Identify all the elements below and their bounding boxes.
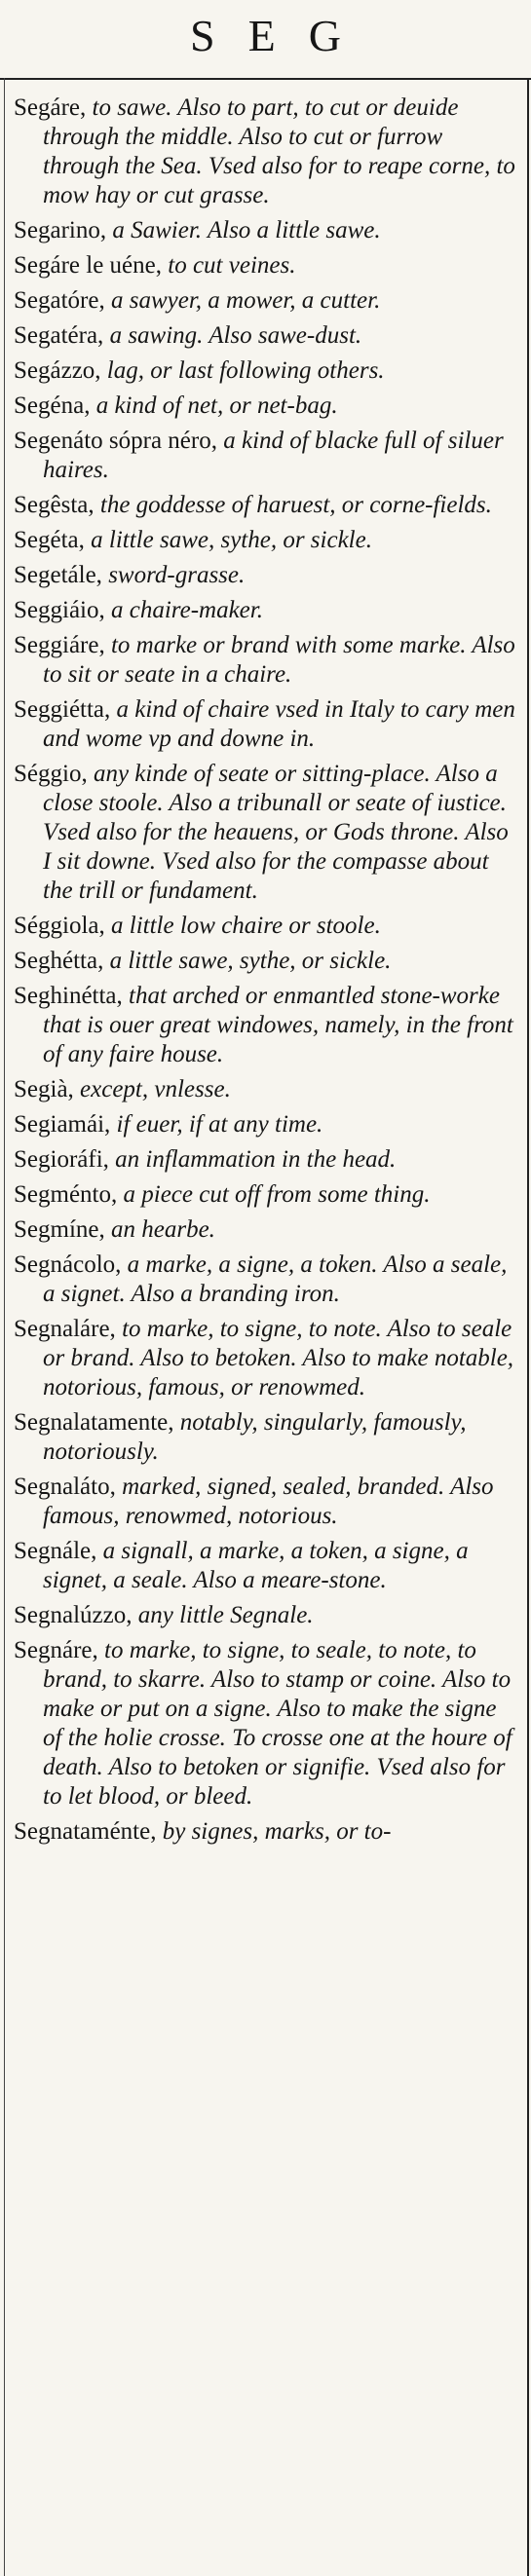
dictionary-entry [14, 1636, 520, 1811]
entry-headword: Segioráfi, [14, 1146, 109, 1173]
entry-definition: a little sawe, sythe, or sickle. [103, 948, 392, 974]
entry-headword: Segnalúzzo, [14, 1602, 133, 1628]
dictionary-entry [14, 1215, 520, 1245]
entry-headword: Segiamái, [14, 1111, 111, 1138]
entry-headword: Segáre le uéne, [14, 252, 163, 279]
entry-headword: Segarino, [14, 217, 107, 243]
entry-definition: a little low chaire or stoole. [104, 913, 381, 939]
dictionary-entry [14, 912, 520, 941]
dictionary-entry [14, 596, 520, 625]
entry-list [14, 93, 520, 1852]
dictionary-entry [14, 526, 520, 555]
entry-headword: Segnataménte, [14, 1818, 157, 1845]
entry-definition: notably, singularly, famously, notoriously. [43, 1409, 467, 1465]
entry-definition: to sawe. Also to part, to cut or deuide through the middle. Also to cut or furrow through the Sea. Vsed also for to reape corne, to mow hay or cut grasse. [43, 94, 515, 208]
entry-definition: if euer, if at any time. [110, 1111, 323, 1138]
dictionary-entry [14, 286, 520, 316]
dictionary-entry [14, 1145, 520, 1175]
entry-definition: to cut veines. [162, 252, 296, 279]
entry-headword: Segnáre, [14, 1637, 98, 1663]
entry-definition: except, vnlesse. [73, 1076, 231, 1102]
entry-headword: Segnaláto, [14, 1474, 116, 1500]
entry-headword: Seggiáre, [14, 632, 105, 658]
entry-definition: a Sawier. Also a little sawe. [106, 217, 381, 243]
entry-headword: Segéta, [14, 527, 85, 553]
entry-definition: to marke, to signe, to seale, to note, to brand, to skarre. Also to stamp or coine. Also to make or put on a signe. Also to make the signe of the holie crosse. To crosse one at the houre of death. Also to betoken or signifie. Vsed also for to let blood, or bleed. [43, 1637, 512, 1810]
dictionary-entry [14, 1315, 520, 1402]
entry-headword: Segià, [14, 1076, 74, 1102]
entry-headword: Segatéra, [14, 322, 104, 349]
entry-definition: a signall, a marke, a token, a signe, a signet, a seale. Also a meare-stone. [43, 1538, 469, 1593]
dictionary-entry [14, 1408, 520, 1467]
dictionary-entry [14, 427, 520, 485]
entry-definition: sword-grasse. [101, 562, 246, 588]
entry-definition: lag, or last following others. [100, 357, 385, 384]
entry-definition: a chaire-maker. [104, 597, 263, 623]
page-header [0, 0, 531, 74]
entry-definition: that arched or enmantled stone-worke that is ouer great windowes, namely, in the front of any faire house. [43, 983, 513, 1067]
entry-definition: an hearbe. [104, 1216, 215, 1243]
dictionary-entry [14, 392, 520, 421]
entry-definition: by signes, marks, or to- [156, 1818, 392, 1845]
entry-headword: Segetále, [14, 562, 102, 588]
dictionary-entry [14, 1075, 520, 1104]
dictionary-entry [14, 1251, 520, 1309]
dictionary-entry [14, 1180, 520, 1210]
entry-headword: Segnácolo, [14, 1251, 122, 1278]
dictionary-entry [14, 1110, 520, 1139]
entry-definition: a marke, a signe, a token. Also a seale, a signet. Also a branding iron. [43, 1251, 508, 1307]
entry-definition: any little Segnale. [132, 1602, 314, 1628]
entry-definition: the goddesse of haruest, or corne-fields. [94, 492, 492, 518]
dictionary-entry [14, 321, 520, 351]
dictionary-entry [14, 216, 520, 245]
dictionary-entry [14, 982, 520, 1069]
entry-headword: Seggiétta, [14, 696, 111, 723]
dictionary-entry [14, 760, 520, 906]
entry-headword: Seghinétta, [14, 983, 123, 1009]
dictionary-entry [14, 491, 520, 520]
entry-headword: Segménto, [14, 1181, 118, 1208]
entry-headword: Segnalatamente, [14, 1409, 174, 1436]
entry-definition: marked, signed, sealed, branded. Also famous, renowmed, notorious. [43, 1474, 494, 1529]
entry-headword: Segnaláre, [14, 1316, 116, 1342]
entry-definition: any kinde of seate or sitting-place. Also a close stoole. Also a tribunall or seate of iustice. Vsed also for the heauens, or Gods throne. Also I sit downe. Vsed also for the compasse about the trill or fundament. [43, 761, 509, 904]
entry-headword: Séggio, [14, 761, 88, 787]
dictionary-entry [14, 356, 520, 386]
entry-definition: to marke or brand with some marke. Also to sit or seate in a chaire. [43, 632, 515, 688]
entry-headword: Segenáto sópra néro, [14, 428, 217, 454]
dictionary-entry [14, 1473, 520, 1531]
entry-definition: to marke, to signe, to note. Also to seale or brand. Also to betoken. Also to make notable, notorious, famous, or renowmed. [43, 1316, 514, 1400]
entry-definition: a piece cut off from some thing. [117, 1181, 431, 1208]
entry-headword: Segêsta, [14, 492, 95, 518]
header-rule [0, 78, 531, 80]
dictionary-entry [14, 93, 520, 210]
dictionary-entry [14, 1817, 520, 1847]
entry-definition: a kind of blacke full of siluer haires. [43, 428, 504, 483]
dictionary-entry [14, 947, 520, 976]
dictionary-entry [14, 695, 520, 754]
entry-headword: Segéna, [14, 392, 91, 419]
entry-definition: a little sawe, sythe, or sickle. [84, 527, 372, 553]
dictionary-entry [14, 1537, 520, 1595]
entry-definition: a kind of net, or net-bag. [90, 392, 338, 419]
entry-definition: a sawyer, a mower, a cutter. [104, 287, 381, 314]
entry-headword: Segáre, [14, 94, 87, 121]
entry-headword: Segázzo, [14, 357, 101, 384]
entry-headword: Segatóre, [14, 287, 105, 314]
entry-headword: Segnále, [14, 1538, 97, 1564]
entry-definition: an inflammation in the head. [108, 1146, 397, 1173]
left-column-rule [4, 78, 5, 2576]
entry-headword: Segmíne, [14, 1216, 105, 1243]
dictionary-entry [14, 251, 520, 280]
entry-definition: a kind of chaire vsed in Italy to cary men and wome vp and downe in. [43, 696, 515, 752]
entry-headword: Seggiáio, [14, 597, 105, 623]
dictionary-entry [14, 1601, 520, 1630]
dictionary-entry [14, 631, 520, 690]
entry-headword: Seghétta, [14, 948, 104, 974]
entry-definition: a sawing. Also sawe-dust. [103, 322, 362, 349]
running-head: SEG [190, 11, 374, 60]
right-column-rule [527, 78, 529, 2576]
entry-headword: Séggiola, [14, 913, 105, 939]
dictionary-entry [14, 561, 520, 590]
